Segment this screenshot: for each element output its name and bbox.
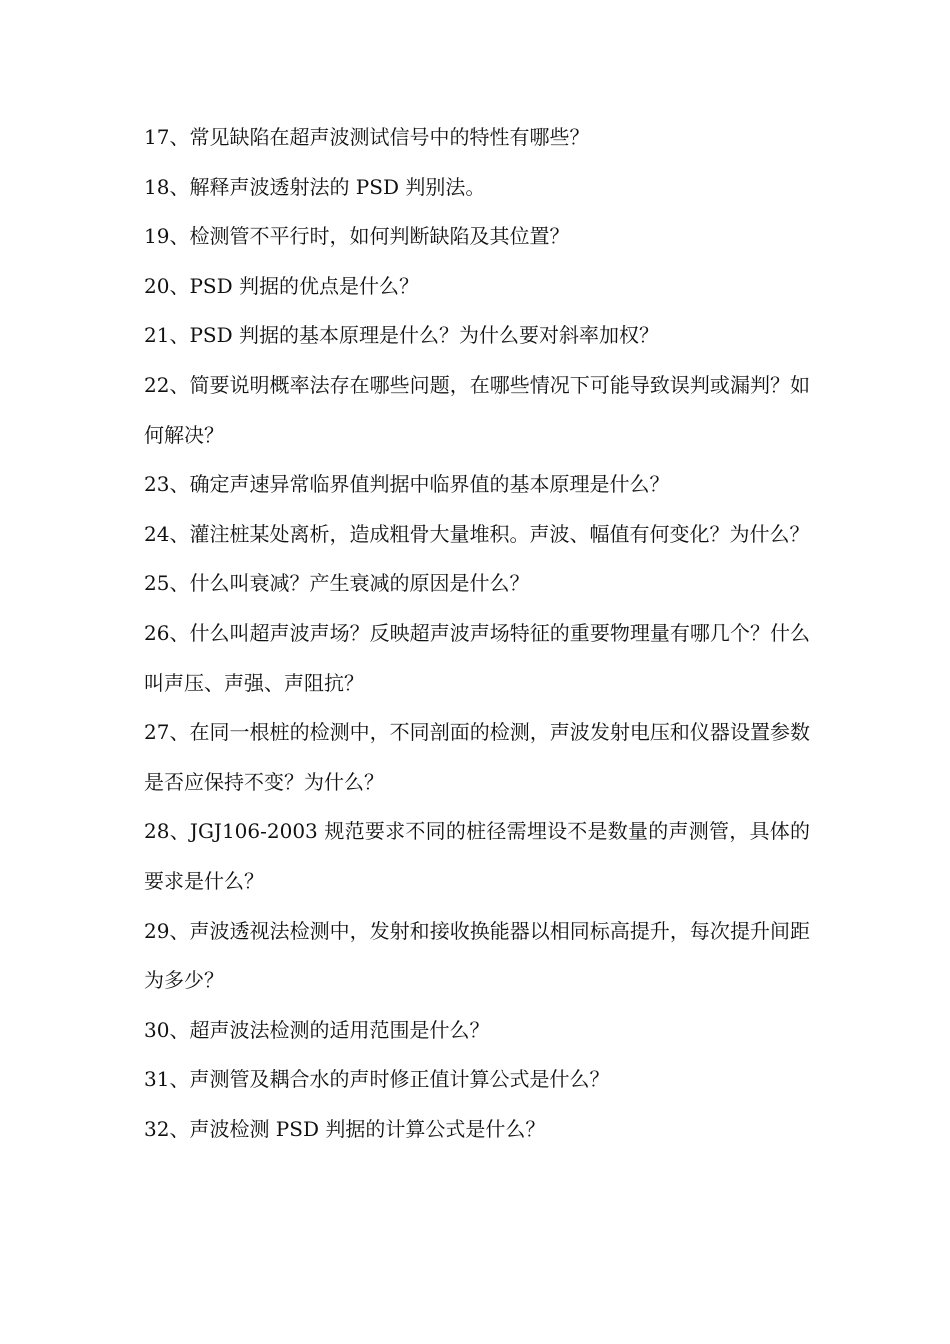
question-21: 21、PSD 判据的基本原理是什么？为什么要对斜率加权？ (144, 323, 659, 348)
question-22: 22、简要说明概率法存在哪些问题，在哪些情况下可能导致误判或漏判？如何解决？ (144, 372, 810, 447)
question-24: 24、灌注桩某处离析，造成粗骨大量堆积。声波、幅值有何变化？为什么？ (144, 521, 810, 546)
question-18: 18、解释声波透射法的 PSD 判别法。 (144, 174, 486, 199)
question-20: 20、PSD 判据的优点是什么？ (144, 273, 419, 298)
question-17: 17、常见缺陷在超声波测试信号中的特性有哪些？ (144, 125, 590, 149)
question-23: 23、确定声速异常临界值判据中临界值的基本原理是什么？ (144, 472, 670, 497)
question-32: 32、声波检测 PSD 判据的计算公式是什么？ (144, 1116, 546, 1141)
question-19: 19、检测管不平行时，如何判断缺陷及其位置？ (144, 224, 570, 249)
question-31: 31、声测管及耦合水的声时修正值计算公式是什么？ (144, 1067, 610, 1092)
question-29: 29、声波透视法检测中，发射和接收换能器以相同标高提升，每次提升间距为多少？ (144, 918, 810, 993)
question-list (144, 113, 810, 1154)
question-30: 30、超声波法检测的适用范围是什么？ (144, 1017, 490, 1042)
question-27: 27、在同一根桩的检测中，不同剖面的检测，声波发射电压和仪器设置参数是否应保持不变？为什么？ (144, 720, 810, 794)
question-26: 26、什么叫超声波声场？反映超声波声场特征的重要物理量有哪几个？什么叫声压、声强、声阻抗？ (144, 620, 810, 695)
question-25: 25、什么叫衰减？产生衰减的原因是什么？ (144, 571, 530, 596)
question-28: 28、JGJ106-2003 规范要求不同的桩径需埋设不是数量的声测管，具体的要求是什么？ (144, 819, 810, 893)
